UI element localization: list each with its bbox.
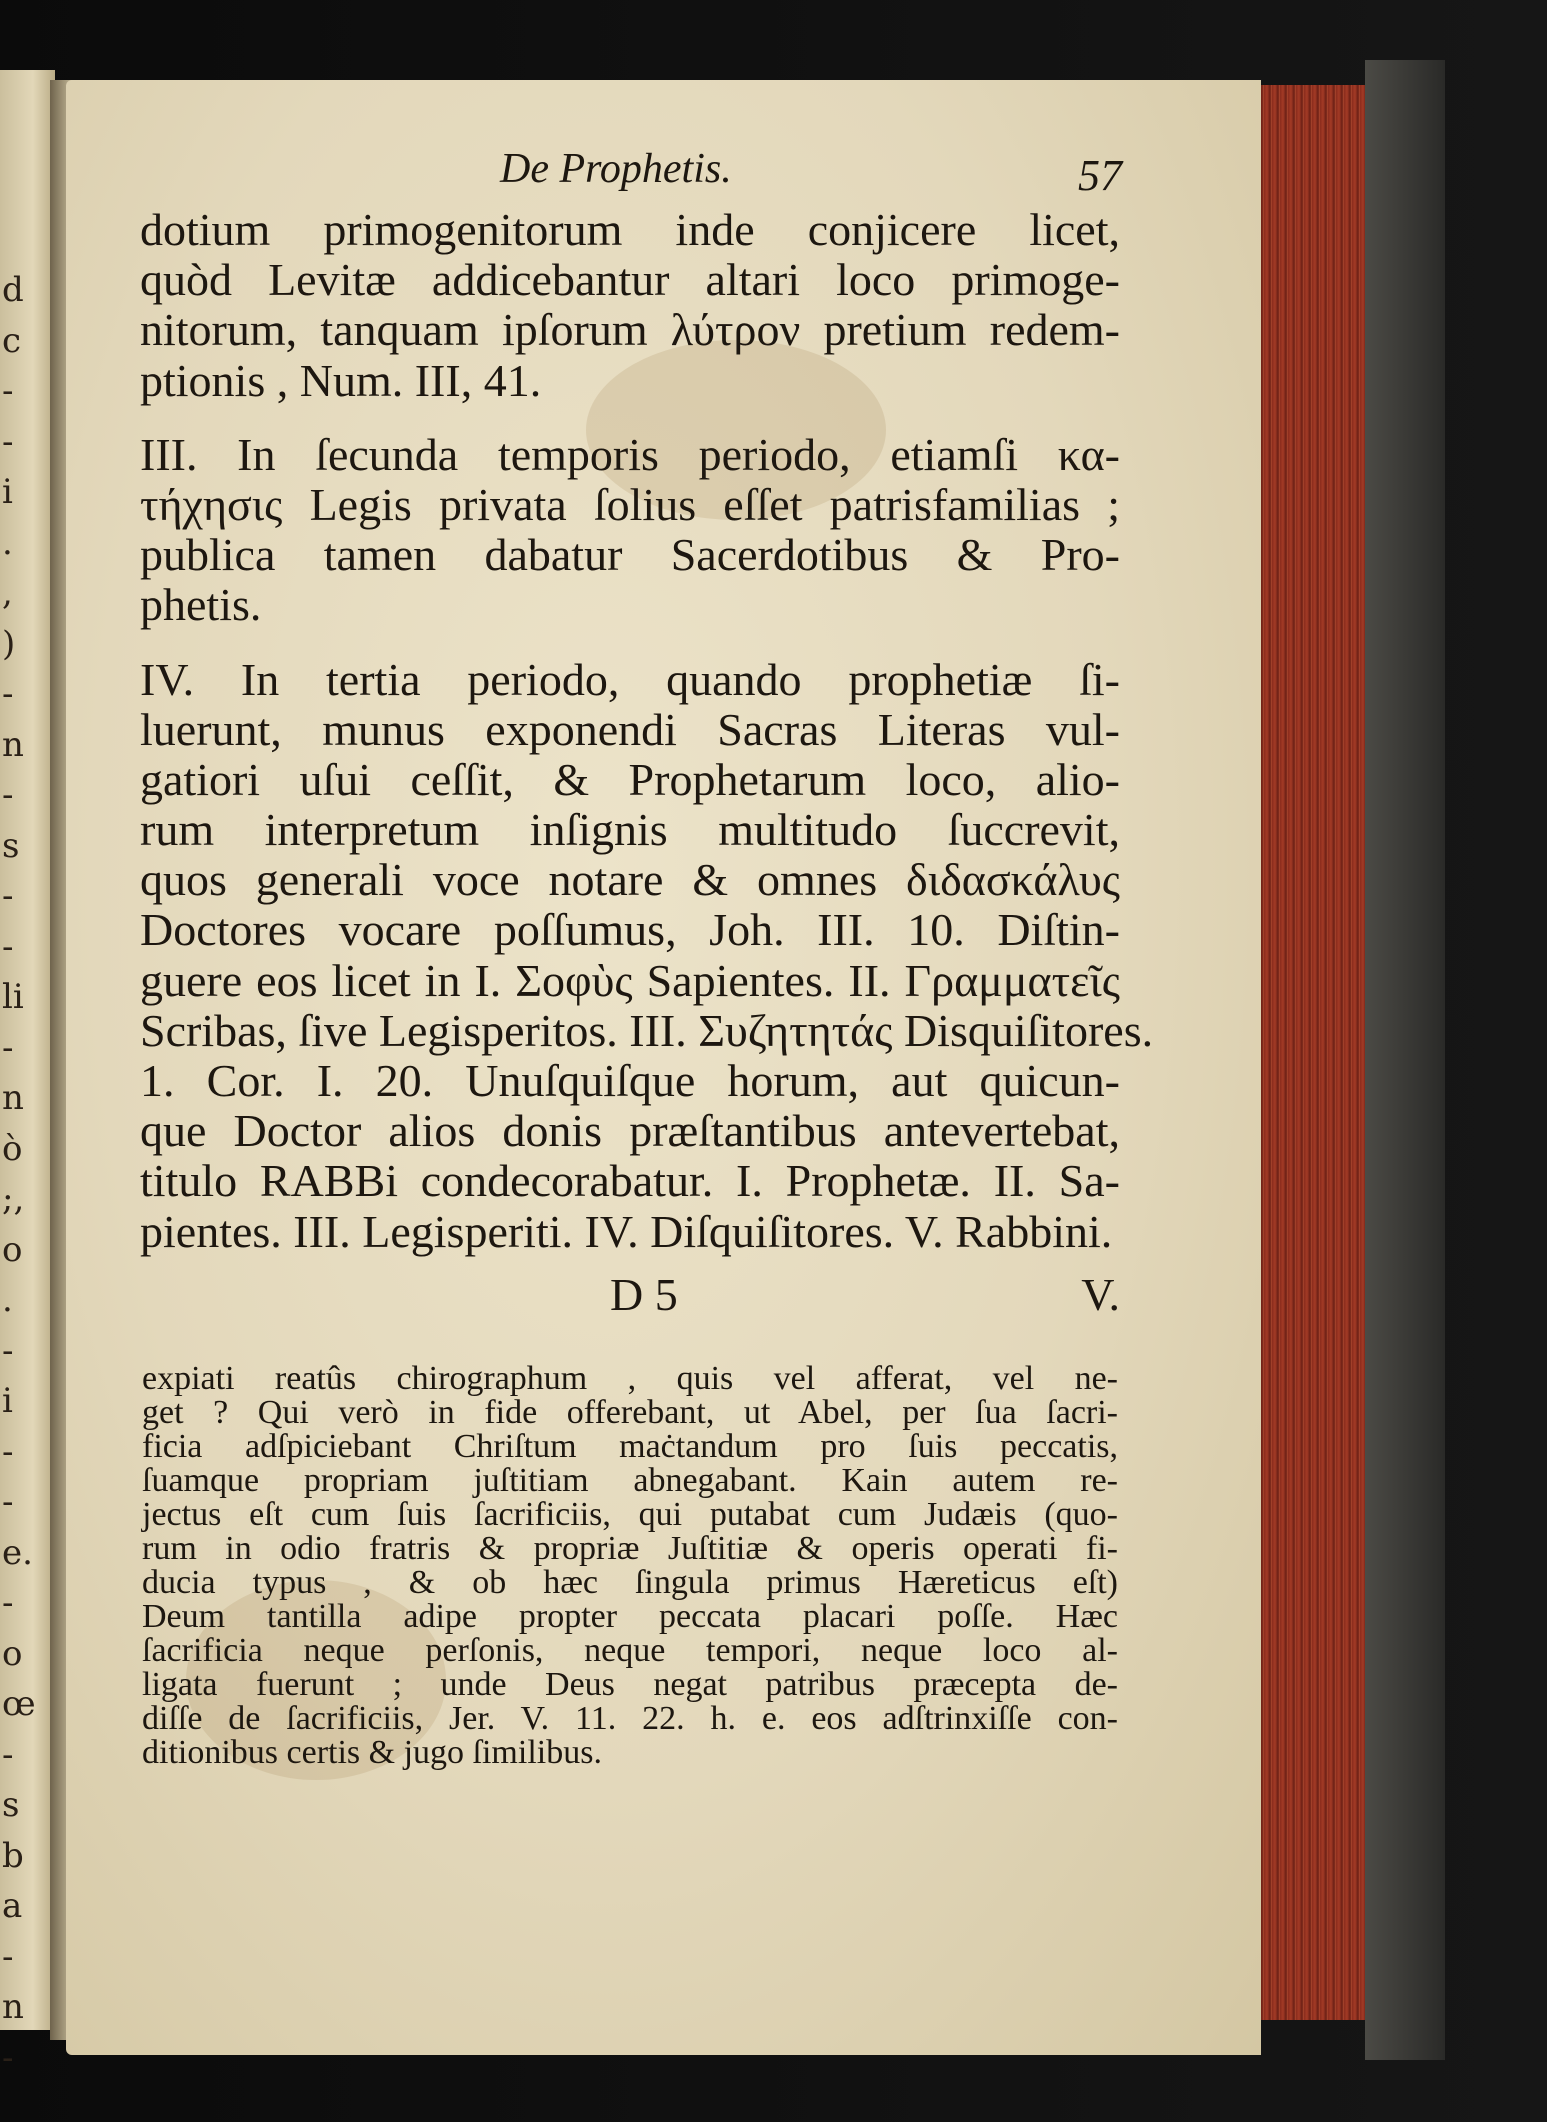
text-line: ficia adſpiciebant Chriſtum maċtandum pro ſuis peccatis, [142,1428,1118,1465]
book-cover [1365,60,1445,2060]
text-line: ſuamque propriam juſtitiam abnegabant. Kain autem re- [142,1462,1118,1499]
text-line: IV. In tertia periodo, quando prophetiæ ſi- [140,653,1120,705]
text-line: Deum tantilla adipe propter peccata placari poſſe. Hæc [142,1598,1118,1635]
text-line: rum in odio fratris & propriæ Juſtitiæ & operis operati fi- [142,1530,1118,1567]
facing-page-edge [0,70,55,2078]
text-line: Doctores vocare poſſumus, Joh. III. 10. Diſtin- [140,904,1120,956]
text-line: luerunt, munus exponendi Sacras Literas vul- [140,703,1120,755]
text-line: quos generali voce notare & omnes διδασκάλυς [140,854,1120,906]
facing-page-glyphs: d c - - i . , ) - n - s - - li - n ò ;, o . - i - - e. - o œ - s b a - n - [2,270,36,2078]
text-line: III. In ſecunda temporis periodo, etiamſi κα- [140,428,1120,480]
text-line: get ? Qui verò in fide offerebant, ut Abel, per ſua ſacri- [142,1394,1118,1431]
text-line: τήχησις Legis privata ſolius eſſet patrisfamilias ; [140,478,1120,530]
text-line: 1. Cor. I. 20. Unuſquiſque horum, aut quicun- [140,1055,1120,1106]
text-line: ligata fuerunt ; unde Deus negat patribus præcepta de- [142,1666,1118,1703]
page-number: 57 [1078,151,1122,200]
text-line: ditionibus certis & jugo ſimilibus. [142,1734,602,1771]
text-line: jectus eſt cum ſuis ſacrificiis, qui putabat cum Judæis (quo- [142,1496,1118,1533]
text-line: quòd Levitæ addicebantur altari loco primoge- [140,254,1120,306]
text-line: gatiori uſui ceſſit, & Prophetarum loco, alio- [140,753,1120,805]
bleed-through-text [142,1362,1118,1770]
text-line: diſſe de ſacrificiis, Jer. V. 11. 22. h. e. eos adſtrinxiſſe con- [142,1700,1118,1737]
text-line: publica tamen dabatur Sacerdotibus & Pro- [140,529,1120,581]
text-line: que Doctor alios donis præſtantibus antevertebat, [140,1105,1120,1157]
catchword: V. [1081,1269,1120,1320]
text-line: pientes. III. Legisperiti. IV. Diſquiſitores. V. Rabbini. [140,1205,1113,1257]
text-line: rum interpretum inſignis multitudo ſuccrevit, [140,804,1120,856]
text-line: Scribas, ſive Legisperitos. III. Συζητητάς Disquiſitores. [140,1004,1154,1056]
text-line: guere eos licet in I. Σοφὺς Sapientes. II. Γραμματεῖς [140,954,1120,1006]
signature-mark: D 5 [610,1269,678,1320]
text-line: ducia typus , & ob hæc ſingula primus Hæreticus eſt) [142,1564,1118,1601]
running-head: De Prophetis. [500,146,732,192]
text-line: ptionis , Num. III, 41. [140,354,542,406]
main-text [140,204,1154,1257]
text-line: titulo RABBi condecorabatur. I. Prophetæ. II. Sa- [140,1155,1120,1207]
text-line: ſacrificia neque perſonis, neque tempori, neque loco al- [142,1632,1118,1669]
text-line: dotium primogenitorum inde conjicere licet, [140,204,1120,255]
text-line: nitorum, tanquam ipſorum λύτρον pretium redem- [140,304,1120,356]
text-line: expiati reatûs chirographum , quis vel afferat, vel ne- [142,1360,1118,1397]
text-line: phetis. [140,579,262,631]
